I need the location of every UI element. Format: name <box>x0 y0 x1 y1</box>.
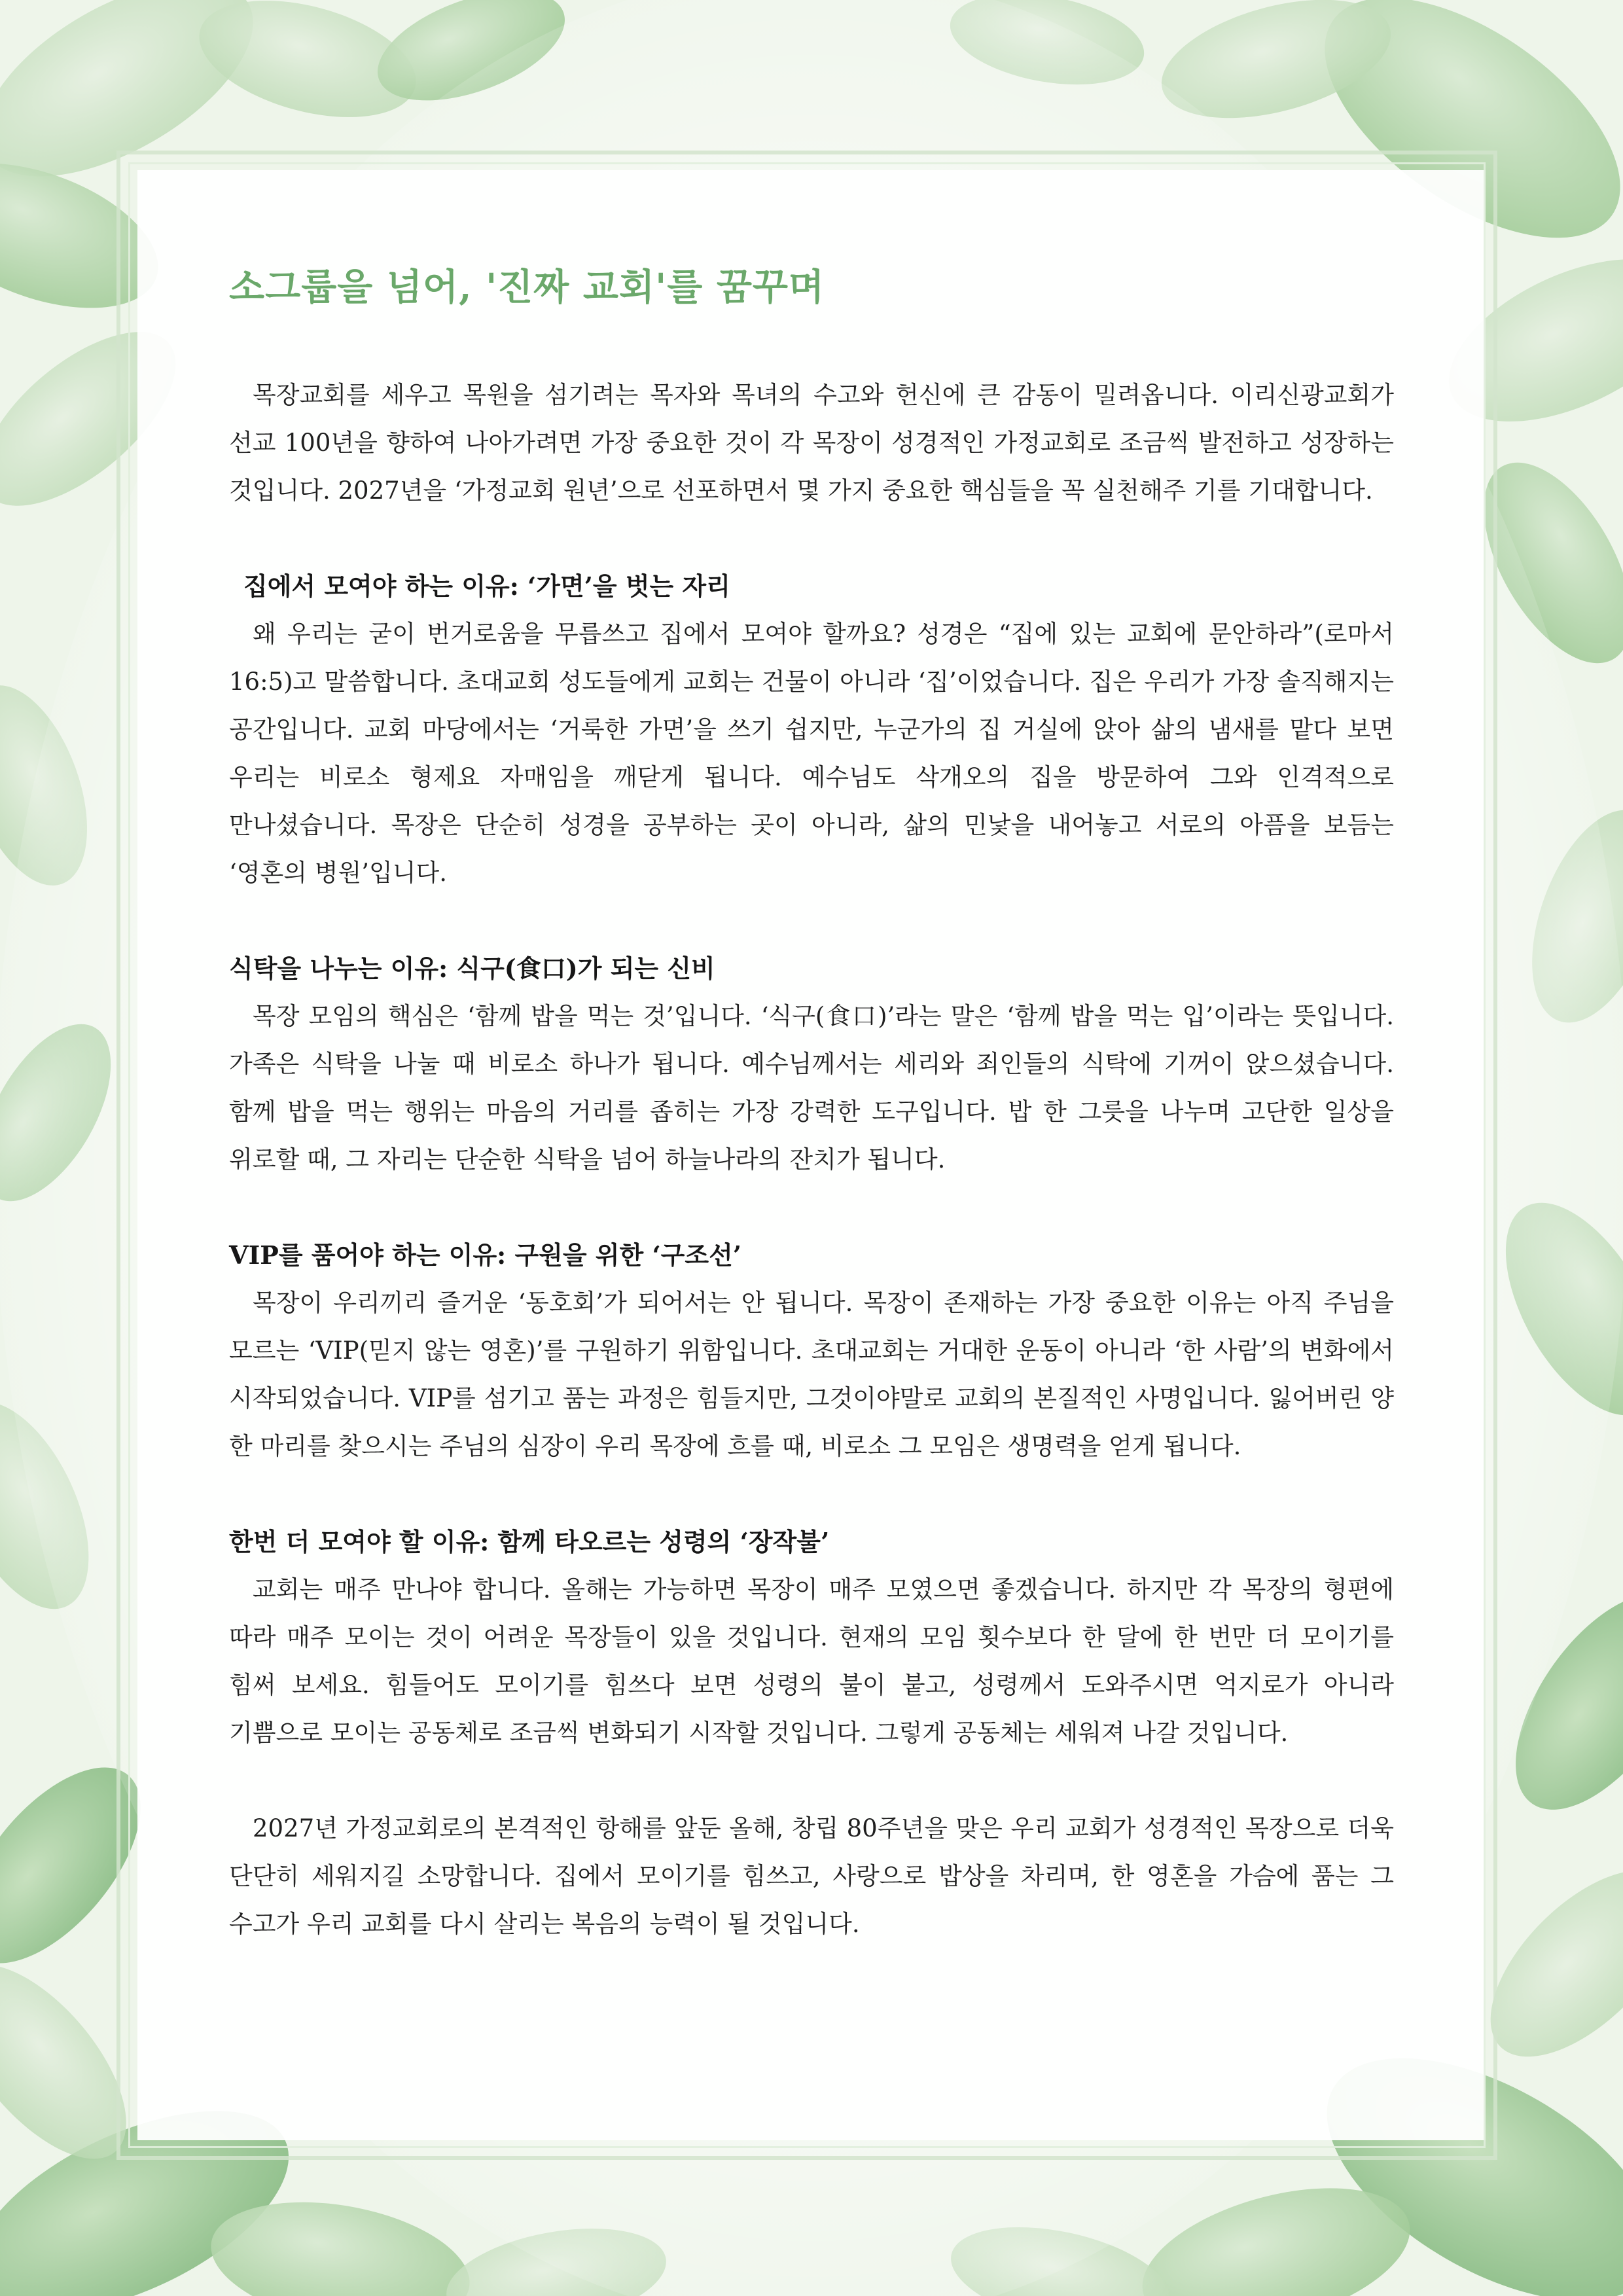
section-body: 교회는 매주 만나야 합니다. 올해는 가능하면 목장이 매주 모였으면 좋겠습니다. 하지만 각 목장의 형편에 따라 매주 모이는 것이 어려운 목장들이 있을 것입니다. 현재의 모임 횟수보다 한 달에 한 번만 더 모이기를 힘써 보세요. 힘들어도 모이기를 힘쓰다 보면 성령의 불이 붙고, 성령께서 도와주시면 억지로가 아니라 기쁨으로 모이는 공동체로 조금씩 변화되기 시작할 것입니다. 그렇게 공동체는 세워져 나갈 것입니다. <box>229 1575 1394 1747</box>
section-heading: 한번 더 모여야 할 이유: 함께 타오르는 성령의 ‘장작불’ <box>229 1527 830 1556</box>
section-body: 목장이 우리끼리 즐거운 ‘동호회’가 되어서는 안 됩니다. 목장이 존재하는 가장 중요한 이유는 아직 주님을 모르는 ‘VIP(믿지 않는 영혼)’를 구원하기 위함입니다. 초대교회는 거대한 운동이 아니라 ‘한 사람’의 변화에서 시작되었습니다. VIP를 섬기고 품는 과정은 힘들지만, 그것이야말로 교회의 본질적인 사명입니다. 잃어버린 양 한 마리를 찾으시는 주님의 심장이 우리 목장에 흐를 때, 비로소 그 모임은 생명력을 얻게 됩니다. <box>229 1289 1394 1460</box>
section-heading: 식탁을 나누는 이유: 식구(食口)가 되는 신비 <box>229 954 715 983</box>
section-meeting-more <box>229 1518 1394 1757</box>
page-title: 소그룹을 넘어, '진짜 교회'를 꿈꾸며 <box>229 266 825 309</box>
section-sharing-table <box>229 944 1394 1183</box>
document-body <box>229 259 1394 1948</box>
section-heading: VIP를 품어야 하는 이유: 구원을 위한 ‘구조선’ <box>229 1240 742 1270</box>
section-body: 왜 우리는 굳이 번거로움을 무릅쓰고 집에서 모여야 할까요? 성경은 “집에 있는 교회에 문안하라”(로마서 16:5)고 말씀합니다. 초대교회 성도들에게 교회는 건물이 아니라 ‘집’이었습니다. 집은 우리가 가장 솔직해지는 공간입니다. 교회 마당에서는 ‘거룩한 가면’을 쓰기 쉽지만, 누군가의 집 거실에 앉아 삶의 냄새를 맡다 보면 우리는 비로소 형제요 자매임을 깨닫게 됩니다. 예수님도 삭개오의 집을 방문하여 그와 인격적으로 만나셨습니다. 목장은 단순히 성경을 공부하는 곳이 아니라, 삶의 민낯을 내어놓고 서로의 아픔을 보듬는 ‘영혼의 병원’입니다. <box>229 620 1395 887</box>
section-body: 목장 모임의 핵심은 ‘함께 밥을 먹는 것’입니다. ‘식구(食口)’라는 말은 ‘함께 밥을 먹는 입’이라는 뜻입니다. 가족은 식탁을 나눌 때 비로소 하나가 됩니다. 예수님께서는 세리와 죄인들의 식탁에 기꺼이 앉으셨습니다. 함께 밥을 먹는 행위는 마음의 거리를 좁히는 가장 강력한 도구입니다. 밥 한 그릇을 나누며 고단한 일상을 위로할 때, 그 자리는 단순한 식탁을 넘어 하늘나라의 잔치가 됩니다. <box>229 1002 1394 1174</box>
closing-paragraph: 2027년 가정교회로의 본격적인 항해를 앞둔 올해, 창립 80주년을 맞은 우리 교회가 성경적인 목장으로 더욱 단단히 세워지길 소망합니다. 집에서 모이기를 힘쓰고, 사랑으로 밥상을 차리며, 한 영혼을 가슴에 품는 그 수고가 우리 교회를 다시 살리는 복음의 능력이 될 것입니다. <box>229 1814 1394 1938</box>
section-embracing-vip <box>229 1231 1394 1470</box>
section-heading: 집에서 모여야 하는 이유: ‘가면’을 벗는 자리 <box>243 571 730 601</box>
section-home-gathering <box>229 562 1394 897</box>
intro-paragraph: 목장교회를 세우고 목원을 섬기려는 목자와 목녀의 수고와 헌신에 큰 감동이 밀려옵니다. 이리신광교회가 선교 100년을 향하여 나아가려면 가장 중요한 것이 각 목장이 성경적인 가정교회로 조금씩 발전하고 성장하는 것입니다. 2027년을 ‘가정교회 원년’으로 선포하면서 몇 가지 중요한 핵심들을 꼭 실천해주 기를 기대합니다. <box>229 381 1394 505</box>
